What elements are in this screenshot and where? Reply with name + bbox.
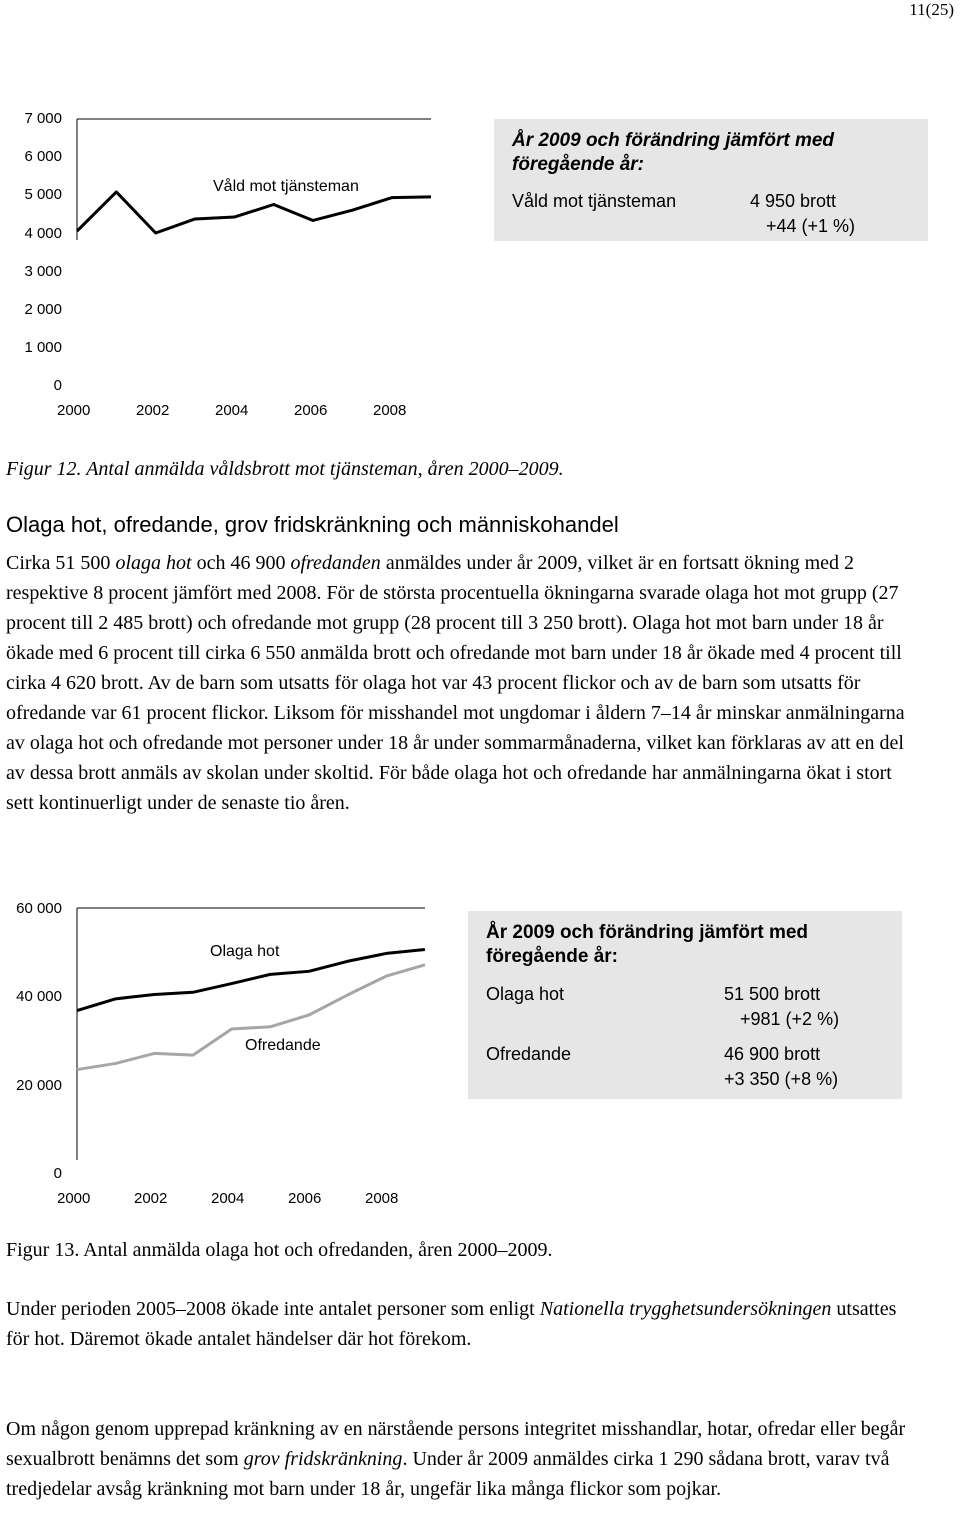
x-tick-label: 2008 bbox=[373, 402, 407, 419]
x-tick-label: 2000 bbox=[57, 402, 91, 419]
x-tick-label: 2002 bbox=[134, 1190, 168, 1207]
y-tick-label: 40 000 bbox=[16, 988, 62, 1005]
paragraph-trygghet bbox=[6, 1294, 911, 1354]
paragraph-emphasis: ofredanden bbox=[290, 552, 381, 574]
y-tick-label: 6 000 bbox=[24, 148, 62, 165]
infobox-row-label: Våld mot tjänsteman bbox=[512, 191, 677, 211]
paragraph-olaga-hot bbox=[6, 548, 911, 818]
y-tick-label: 60 000 bbox=[16, 900, 62, 917]
page-number: 11(25) bbox=[909, 0, 954, 19]
infobox-row-change: +3 350 (+8 %) bbox=[724, 1069, 839, 1089]
figure-12-caption: Figur 12. Antal anmälda våldsbrott mot tjänsteman, åren 2000–2009. bbox=[6, 458, 564, 480]
paragraph-text: anmäldes under år 2009, vilket är en fortsatt ökning med 2 respektive 8 procent jämfört med 2008. För de största procentuella ökningarna svarade olaga hot mot grupp (27 procent till 2 485 brott) och ofredande mot grupp (28 procent till 3 250 brott). Olaga hot mot barn under 18 år ökade med 6 procent till cirka 6 550 anmälda brott och ofredande mot barn under 18 år ökade med 4 procent till cirka 4 620 brott. Av de barn som utsatts för olaga hot var 43 procent flickor och av de barn som utsatts för ofredande var 61 procent flickor. Liksom för misshandel mot ungdomar i åldern 7–14 år minskar anmälningarna av olaga hot och ofredande mot personer under 18 år under sommarmånaderna, vilket kan förklaras av att en del av dessa brott anmäls av skolan under skoltid. För både olaga hot och ofredande har anmälningarna ökat i stort sett kontinuerligt under de senaste tio åren. bbox=[6, 552, 905, 814]
x-tick-label: 2004 bbox=[215, 402, 249, 419]
y-tick-label: 20 000 bbox=[16, 1077, 62, 1094]
paragraph-emphasis: olaga hot bbox=[115, 552, 192, 574]
y-tick-label: 0 bbox=[53, 377, 62, 394]
y-tick-label: 1 000 bbox=[24, 339, 62, 356]
y-tick-label: 7 000 bbox=[24, 110, 62, 127]
x-tick-label: 2006 bbox=[294, 402, 328, 419]
x-tick-label: 2008 bbox=[365, 1190, 399, 1207]
x-tick-label: 2002 bbox=[136, 402, 170, 419]
infobox-row-value: 51 500 brott bbox=[724, 984, 821, 1004]
infobox-figure-12 bbox=[494, 119, 928, 241]
series-label-vald: Våld mot tjänsteman bbox=[213, 178, 359, 195]
paragraph-emphasis: Nationella trygghetsundersökningen bbox=[539, 1298, 832, 1320]
paragraph-text: . Under år 2009 anmäldes cirka 1 290 sådana brott, varav två tredjedelar avsåg kränkning mot barn under 18 år, ungefär lika många flickor som pojkar. bbox=[6, 1448, 890, 1500]
paragraph-grov-fridskrankning bbox=[6, 1414, 911, 1504]
paragraph-text: och 46 900 bbox=[191, 552, 291, 574]
series-label-ofredande: Ofredande bbox=[245, 1037, 321, 1054]
figure-13-caption: Figur 13. Antal anmälda olaga hot och ofredanden, åren 2000–2009. bbox=[6, 1239, 553, 1261]
x-tick-label: 2000 bbox=[57, 1190, 91, 1207]
y-tick-label: 5 000 bbox=[24, 186, 62, 203]
x-tick-label: 2004 bbox=[211, 1190, 245, 1207]
y-tick-label: 3 000 bbox=[24, 263, 62, 280]
infobox-row-value: 46 900 brott bbox=[724, 1044, 821, 1064]
infobox-row-label: Ofredande bbox=[486, 1044, 572, 1064]
y-tick-label: 0 bbox=[53, 1165, 62, 1182]
paragraph-text: Under perioden 2005–2008 ökade inte antalet personer som enligt bbox=[6, 1298, 540, 1320]
x-tick-label: 2006 bbox=[288, 1190, 322, 1207]
series-line-vald-mot-tjansteman bbox=[77, 192, 431, 233]
paragraph-text: Cirka 51 500 bbox=[6, 552, 116, 574]
infobox-title: År 2009 och förändring jämfört med föregående år: bbox=[512, 130, 835, 175]
paragraph-text: utsattes för hot. Däremot ökade antalet händelser där hot förekom. bbox=[6, 1298, 897, 1350]
infobox-title: År 2009 och förändring jämfört med föregående år: bbox=[486, 922, 809, 967]
infobox-row-change: +44 (+1 %) bbox=[766, 216, 856, 236]
infobox-row-change: +981 (+2 %) bbox=[740, 1009, 840, 1029]
paragraph-text: Om någon genom upprepad kränkning av en närstående persons integritet misshandlar, hotar, ofredar eller begår sexualbrott benämns det som bbox=[6, 1418, 906, 1470]
y-tick-label: 4 000 bbox=[24, 225, 62, 242]
infobox-figure-13 bbox=[468, 911, 902, 1099]
series-label-olaga-hot: Olaga hot bbox=[210, 943, 280, 960]
infobox-row-label: Olaga hot bbox=[486, 984, 565, 1004]
y-tick-label: 2 000 bbox=[24, 301, 62, 318]
infobox-row-value: 4 950 brott bbox=[750, 191, 837, 211]
section-heading: Olaga hot, ofredande, grov fridskränkning och människohandel bbox=[6, 512, 619, 537]
paragraph-emphasis: grov fridskränkning bbox=[243, 1448, 403, 1470]
